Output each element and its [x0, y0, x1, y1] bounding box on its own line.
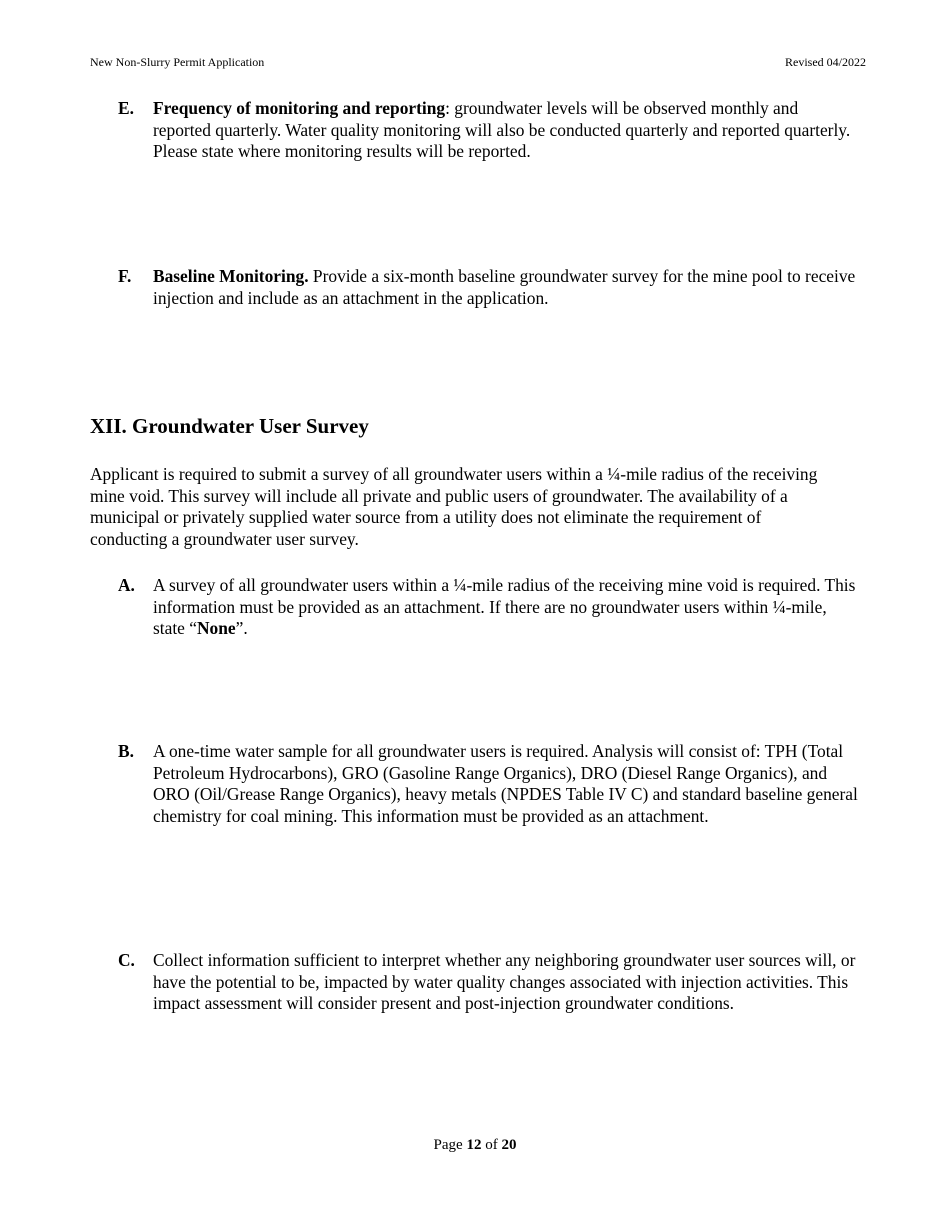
item-letter: C.: [118, 950, 135, 970]
item-text: : groundwater levels will be observed monthly and reported quarterly. Water quality monitoring will also be conducted quarterly and reported quarterly. Please state where monitoring results will be reported.: [153, 98, 851, 162]
header-revision-date: Revised 04/2022: [785, 55, 866, 69]
section-title: XII. Groundwater User Survey: [90, 414, 369, 438]
item-body: Collect information sufficient to interpret whether any neighboring groundwater user sources will, or have the potential to be, impacted by water quality changes associated with injection activities. This impact assessment will consider present and post-injection groundwater conditions.: [153, 950, 856, 1014]
header-document-title: New Non-Slurry Permit Application: [90, 55, 265, 69]
item-letter: E.: [118, 98, 134, 118]
item-heading: Frequency of monitoring and reporting: [153, 98, 446, 118]
of-label: of: [485, 1137, 498, 1153]
item-c-impact-assessment: [118, 950, 858, 1015]
section-intro: Applicant is required to submit a survey of all groundwater users within a ¼-mile radius of the receiving mine void. This survey will include all private and public users of groundwater. The availability of a municipal or privately supplied water source from a utility does not eliminate the requirement of conducting a groundwater user survey.: [90, 464, 818, 549]
item-text-end: ”.: [235, 618, 248, 639]
item-body: A one-time water sample for all groundwater users is required. Analysis will consist of: TPH (Total Petroleum Hydrocarbons), GRO (Gasoline Range Organics), DRO (Diesel Range Organics), and ORO (Oil/Grease Range Organics), heavy metals (NPDES Table IV C) and standard baseline general chemistry for coal mining. This information must be provided as an attachment.: [153, 741, 858, 826]
page-header: [90, 55, 866, 71]
item-text: A survey of all groundwater users within a ¼-mile radius of the receiving mine void is required. This information must be provided as an attachment. If there are no groundwater users within ¼-mile, state “: [153, 575, 856, 639]
page-current: 12: [466, 1137, 482, 1153]
item-body: [153, 575, 858, 640]
item-body: [153, 98, 858, 163]
item-body: [153, 266, 858, 309]
item-a-survey: [118, 575, 858, 640]
page-total: 20: [501, 1137, 517, 1153]
item-e-monitoring-frequency: [118, 98, 858, 163]
page-label: Page: [433, 1137, 463, 1153]
page-footer: [0, 1137, 950, 1154]
item-text: Provide a six-month baseline groundwater survey for the mine pool to receive injection and include as an attachment in the application.: [153, 266, 856, 308]
item-emphasis: None: [196, 618, 236, 639]
item-letter: B.: [118, 741, 134, 761]
item-b-water-sample: [118, 741, 858, 827]
item-letter: F.: [118, 266, 132, 286]
item-heading: Baseline Monitoring.: [153, 266, 309, 286]
item-letter: A.: [118, 575, 135, 595]
item-f-baseline-monitoring: [118, 266, 858, 309]
